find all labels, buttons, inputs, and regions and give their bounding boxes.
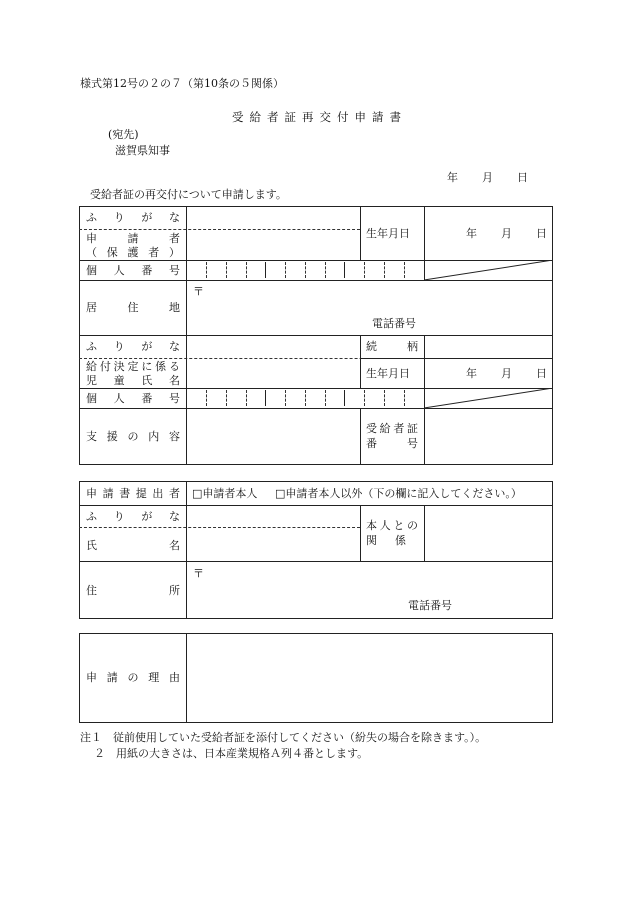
child-furigana-label: ふ り が な <box>86 340 180 353</box>
digit-divider <box>305 262 306 278</box>
date-month: 月 <box>482 171 493 184</box>
applicant-birth-month: 月 <box>501 227 512 240</box>
form-number: 様式第12号の２の７（第10条の５関係） <box>80 77 284 90</box>
child-name-label-line1: 給 付 決 定 に 係 る <box>86 360 180 373</box>
divider <box>79 561 553 562</box>
digit-divider <box>265 262 266 278</box>
digit-divider <box>206 262 207 278</box>
date-year: 年 <box>447 171 458 184</box>
reason-label: 申 請 の 理 由 <box>86 671 180 684</box>
date-day: 日 <box>517 171 528 184</box>
form-title: 受給者証再交付申請書 <box>232 110 407 124</box>
divider <box>79 280 553 281</box>
divider <box>186 633 187 723</box>
governor: 滋賀県知事 <box>115 144 170 157</box>
digit-divider <box>246 262 247 278</box>
submitter-furigana-label: ふ り が な <box>86 510 180 523</box>
cert-number-label-line2: 番 号 <box>366 437 418 450</box>
applicant-birthdate-label: 生年月日 <box>366 227 410 240</box>
divider <box>360 358 553 359</box>
note-1: 注１ 従前使用していた受給者証を添付してください（紛失の場合を除きます。）。 <box>80 731 487 744</box>
relation-label-line1: 本 人 と の <box>366 519 418 532</box>
digit-divider <box>344 262 345 278</box>
divider <box>186 206 187 465</box>
divider <box>186 481 187 619</box>
digit-divider <box>285 262 286 278</box>
divider <box>424 408 425 465</box>
applicant-birth-day: 日 <box>536 227 547 240</box>
relation-label-line2: 関 係 <box>366 534 406 547</box>
submitter-phone-label: 電話番号 <box>408 599 452 612</box>
intro-text: 受給者証の再交付について申請します。 <box>90 188 287 201</box>
divider <box>79 335 553 336</box>
cert-number-label-line1: 受 給 者 証 <box>366 422 418 435</box>
divider <box>79 527 360 528</box>
divider <box>79 229 360 230</box>
addressee: (宛先) <box>108 128 139 141</box>
digit-divider <box>404 262 405 278</box>
digit-divider <box>285 390 286 406</box>
diagonal-strike <box>424 260 553 280</box>
address-label: 住 所 <box>86 584 180 597</box>
applicant-birth-year: 年 <box>466 227 477 240</box>
digit-divider <box>344 390 345 406</box>
divider <box>360 505 361 561</box>
applicant-mynumber-label: 個 人 番 号 <box>86 264 180 277</box>
child-birth-day: 日 <box>536 367 547 380</box>
note-2: ２ 用紙の大きさは、日本産業規格Ａ列４番とします。 <box>94 747 369 760</box>
child-birth-month: 月 <box>501 367 512 380</box>
applicant-postal-mark: 〒 <box>193 285 204 298</box>
option-other-checkbox[interactable]: □申請者本人以外（下の欄に記入してください。） <box>275 487 522 500</box>
applicant-furigana-label: ふ り が な <box>86 211 180 224</box>
digit-divider <box>364 390 365 406</box>
child-name-label-line2: 児 童 氏 名 <box>86 374 180 387</box>
divider <box>79 408 553 409</box>
applicant-label: 申 請 者 <box>86 232 180 245</box>
relationship-label: 続 柄 <box>366 340 418 353</box>
digit-divider <box>246 390 247 406</box>
divider <box>424 505 425 561</box>
digit-divider <box>206 390 207 406</box>
divider <box>360 335 361 388</box>
digit-divider <box>384 262 385 278</box>
child-mynumber-label: 個 人 番 号 <box>86 392 180 405</box>
support-label: 支 援 の 内 容 <box>86 430 180 443</box>
digit-divider <box>364 262 365 278</box>
divider <box>360 206 361 260</box>
digit-divider <box>384 390 385 406</box>
submitter-label: 申 請 書 提 出 者 <box>86 487 180 500</box>
divider <box>79 505 553 506</box>
submitter-postal-mark: 〒 <box>193 567 204 580</box>
digit-divider <box>325 390 326 406</box>
digit-divider <box>325 262 326 278</box>
residence-label: 居 住 地 <box>86 301 180 314</box>
digit-divider <box>305 390 306 406</box>
applicant-phone-label: 電話番号 <box>372 317 416 330</box>
digit-divider <box>265 390 266 406</box>
submitter-name-label: 氏 名 <box>86 539 180 552</box>
child-birthdate-label: 生年月日 <box>366 367 410 380</box>
digit-divider <box>404 390 405 406</box>
diagonal-strike <box>424 388 553 408</box>
option-self-checkbox[interactable]: □申請者本人 <box>192 487 258 500</box>
digit-divider <box>226 390 227 406</box>
divider <box>360 408 361 465</box>
child-birth-year: 年 <box>466 367 477 380</box>
digit-divider <box>226 262 227 278</box>
guardian-label: （ 保 護 者 ） <box>86 246 180 259</box>
